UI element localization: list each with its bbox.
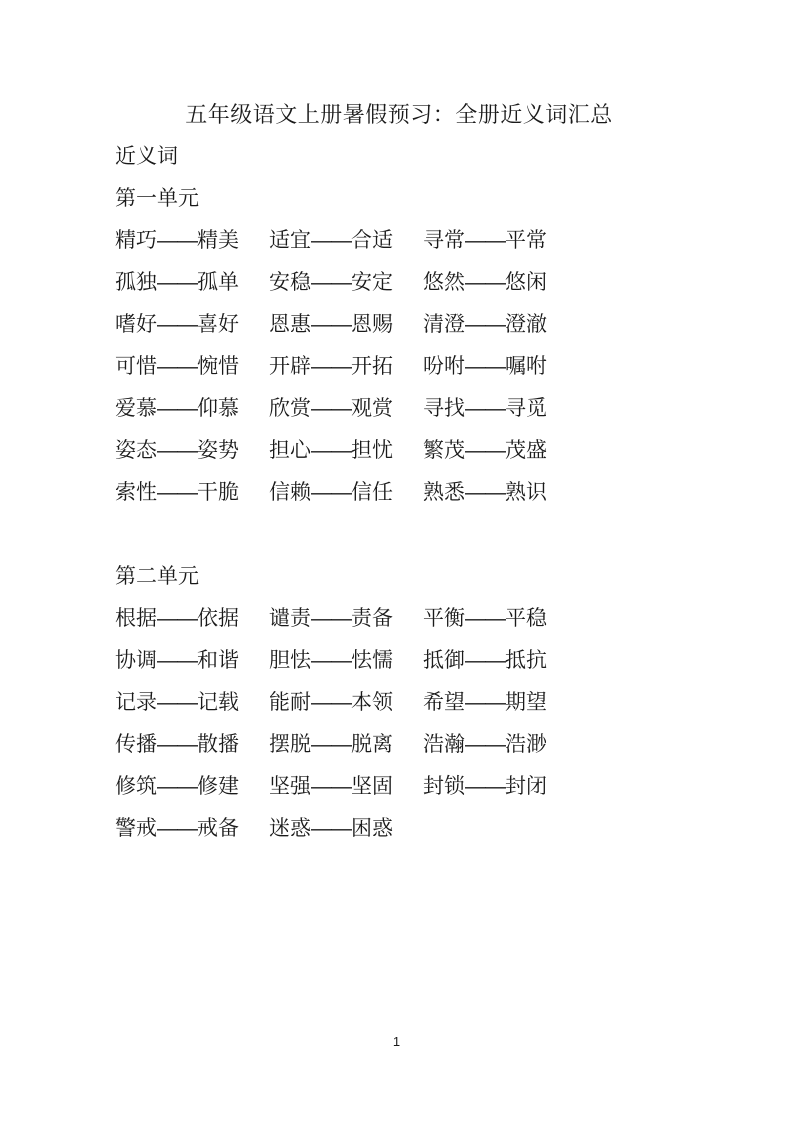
dash-separator: ——: [311, 817, 351, 840]
synonym-pair: [115, 766, 239, 808]
synonym-pair: [423, 220, 547, 262]
synonym-pair: [269, 598, 393, 640]
word-left: 坚强: [269, 775, 311, 798]
word-right: 信任: [351, 481, 393, 504]
dash-separator: ——: [465, 691, 505, 714]
word-left: 繁茂: [423, 439, 465, 462]
dash-separator: ——: [311, 691, 351, 714]
dash-separator: ——: [465, 439, 505, 462]
word-left: 浩瀚: [423, 733, 465, 756]
word-left: 爱慕: [115, 397, 157, 420]
word-row: [115, 598, 683, 640]
word-right: 平常: [505, 229, 547, 252]
dash-separator: ——: [157, 817, 197, 840]
word-left: 封锁: [423, 775, 465, 798]
word-left: 清澄: [423, 313, 465, 336]
word-left: 修筑: [115, 775, 157, 798]
word-right: 修建: [197, 775, 239, 798]
synonym-pair: [423, 682, 547, 724]
word-left: 恩惠: [269, 313, 311, 336]
word-right: 本领: [351, 691, 393, 714]
synonym-pair: [269, 304, 393, 346]
word-right: 嘱咐: [505, 355, 547, 378]
section-heading: 第一单元: [115, 187, 199, 210]
word-row: [115, 262, 683, 304]
synonym-pair: [269, 808, 393, 850]
word-left: 寻常: [423, 229, 465, 252]
dash-separator: ——: [311, 313, 351, 336]
dash-separator: ——: [311, 733, 351, 756]
word-right: 澄澈: [505, 313, 547, 336]
word-left: 欣赏: [269, 397, 311, 420]
word-left: 索性: [115, 481, 157, 504]
dash-separator: ——: [311, 355, 351, 378]
word-row: [115, 808, 683, 850]
dash-separator: ——: [465, 355, 505, 378]
word-left: 孤独: [115, 271, 157, 294]
word-right: 茂盛: [505, 439, 547, 462]
dash-separator: ——: [465, 775, 505, 798]
synonym-pair: [269, 682, 393, 724]
word-right: 喜好: [197, 313, 239, 336]
synonym-pair: [115, 220, 239, 262]
dash-separator: ——: [311, 271, 351, 294]
word-right: 浩渺: [505, 733, 547, 756]
dash-separator: ——: [157, 691, 197, 714]
word-left: 吩咐: [423, 355, 465, 378]
word-left: 适宜: [269, 229, 311, 252]
word-left: 信赖: [269, 481, 311, 504]
dash-separator: ——: [311, 607, 351, 630]
word-left: 开辟: [269, 355, 311, 378]
synonym-pair: [269, 220, 393, 262]
synonym-pair: [423, 304, 547, 346]
word-left: 能耐: [269, 691, 311, 714]
synonym-pair: [115, 304, 239, 346]
dash-separator: ——: [157, 397, 197, 420]
synonym-pair: [269, 472, 393, 514]
synonym-pair: [269, 640, 393, 682]
synonym-pair: [115, 808, 239, 850]
dash-separator: ——: [311, 481, 351, 504]
synonym-pair: [115, 724, 239, 766]
word-left: 安稳: [269, 271, 311, 294]
word-right: 合适: [351, 229, 393, 252]
word-right: 抵抗: [505, 649, 547, 672]
word-right: 期望: [505, 691, 547, 714]
page-title: 五年级语文上册暑假预习：全册近义词汇总: [185, 102, 613, 127]
word-right: 惋惜: [197, 355, 239, 378]
synonym-pair: [269, 262, 393, 304]
word-right: 精美: [197, 229, 239, 252]
dash-separator: ——: [157, 439, 197, 462]
word-row: [115, 304, 683, 346]
word-right: 悠闲: [505, 271, 547, 294]
document-body: [115, 94, 683, 850]
word-row: [115, 472, 683, 514]
word-right: 仰慕: [197, 397, 239, 420]
synonym-pair: [115, 640, 239, 682]
word-right: 孤单: [197, 271, 239, 294]
synonym-pair: [115, 388, 239, 430]
word-left: 根据: [115, 607, 157, 630]
dash-separator: ——: [157, 313, 197, 336]
word-left: 迷惑: [269, 817, 311, 840]
synonym-pair: [115, 472, 239, 514]
synonym-pair: [115, 262, 239, 304]
dash-separator: ——: [465, 649, 505, 672]
section-heading: 第二单元: [115, 565, 199, 588]
word-right: 困惑: [351, 817, 393, 840]
word-right: 平稳: [505, 607, 547, 630]
word-left: 平衡: [423, 607, 465, 630]
word-right: 怯懦: [351, 649, 393, 672]
dash-separator: ——: [465, 607, 505, 630]
word-right: 开拓: [351, 355, 393, 378]
word-left: 协调: [115, 649, 157, 672]
word-left: 胆怯: [269, 649, 311, 672]
word-left: 谴责: [269, 607, 311, 630]
word-left: 可惜: [115, 355, 157, 378]
word-right: 责备: [351, 607, 393, 630]
synonym-pair: [423, 766, 547, 808]
word-right: 戒备: [197, 817, 239, 840]
dash-separator: ——: [157, 271, 197, 294]
word-right: 干脆: [197, 481, 239, 504]
synonym-pair: [115, 430, 239, 472]
sections-container: [115, 178, 683, 850]
dash-separator: ——: [157, 607, 197, 630]
word-row: [115, 220, 683, 262]
word-right: 恩赐: [351, 313, 393, 336]
synonym-pair: [423, 388, 547, 430]
page-number: 1: [392, 1034, 401, 1049]
word-left: 嗜好: [115, 313, 157, 336]
dash-separator: ——: [311, 229, 351, 252]
word-right: 熟识: [505, 481, 547, 504]
dash-separator: ——: [465, 313, 505, 336]
word-right: 观赏: [351, 397, 393, 420]
dash-separator: ——: [311, 775, 351, 798]
dash-separator: ——: [311, 649, 351, 672]
word-right: 记载: [197, 691, 239, 714]
word-right: 脱离: [351, 733, 393, 756]
word-left: 寻找: [423, 397, 465, 420]
synonym-pair: [423, 346, 547, 388]
word-left: 担心: [269, 439, 311, 462]
dash-separator: ——: [465, 481, 505, 504]
word-right: 姿势: [197, 439, 239, 462]
synonym-pair: [423, 724, 547, 766]
dash-separator: ——: [157, 775, 197, 798]
word-left: 摆脱: [269, 733, 311, 756]
dash-separator: ——: [465, 397, 505, 420]
word-left: 姿态: [115, 439, 157, 462]
dash-separator: ——: [465, 733, 505, 756]
dash-separator: ——: [157, 355, 197, 378]
synonym-pair: [115, 346, 239, 388]
word-left: 警戒: [115, 817, 157, 840]
word-row: [115, 766, 683, 808]
synonym-pair: [423, 472, 547, 514]
synonym-pair: [269, 430, 393, 472]
word-left: 精巧: [115, 229, 157, 252]
word-row: [115, 682, 683, 724]
word-right: 和谐: [197, 649, 239, 672]
word-row: [115, 430, 683, 472]
word-left: 传播: [115, 733, 157, 756]
word-row: [115, 724, 683, 766]
word-right: 寻觅: [505, 397, 547, 420]
synonym-pair: [115, 682, 239, 724]
dash-separator: ——: [157, 229, 197, 252]
dash-separator: ——: [465, 229, 505, 252]
dash-separator: ——: [157, 733, 197, 756]
word-left: 悠然: [423, 271, 465, 294]
synonym-pair: [115, 598, 239, 640]
synonym-pair: [269, 766, 393, 808]
dash-separator: ——: [465, 271, 505, 294]
word-right: 担忧: [351, 439, 393, 462]
word-left: 抵御: [423, 649, 465, 672]
synonym-pair: [423, 640, 547, 682]
word-row: [115, 640, 683, 682]
synonym-pair: [269, 346, 393, 388]
dash-separator: ——: [157, 481, 197, 504]
word-right: 封闭: [505, 775, 547, 798]
dash-separator: ——: [311, 397, 351, 420]
word-right: 安定: [351, 271, 393, 294]
word-right: 依据: [197, 607, 239, 630]
synonym-pair: [423, 262, 547, 304]
word-row: [115, 346, 683, 388]
word-right: 坚固: [351, 775, 393, 798]
word-left: 希望: [423, 691, 465, 714]
word-left: 熟悉: [423, 481, 465, 504]
synonym-pair: [423, 598, 547, 640]
dash-separator: ——: [157, 649, 197, 672]
subtitle: 近义词: [115, 145, 178, 168]
dash-separator: ——: [311, 439, 351, 462]
word-row: [115, 388, 683, 430]
word-left: 记录: [115, 691, 157, 714]
word-right: 散播: [197, 733, 239, 756]
synonym-pair: [423, 430, 547, 472]
synonym-pair: [269, 724, 393, 766]
synonym-pair: [269, 388, 393, 430]
